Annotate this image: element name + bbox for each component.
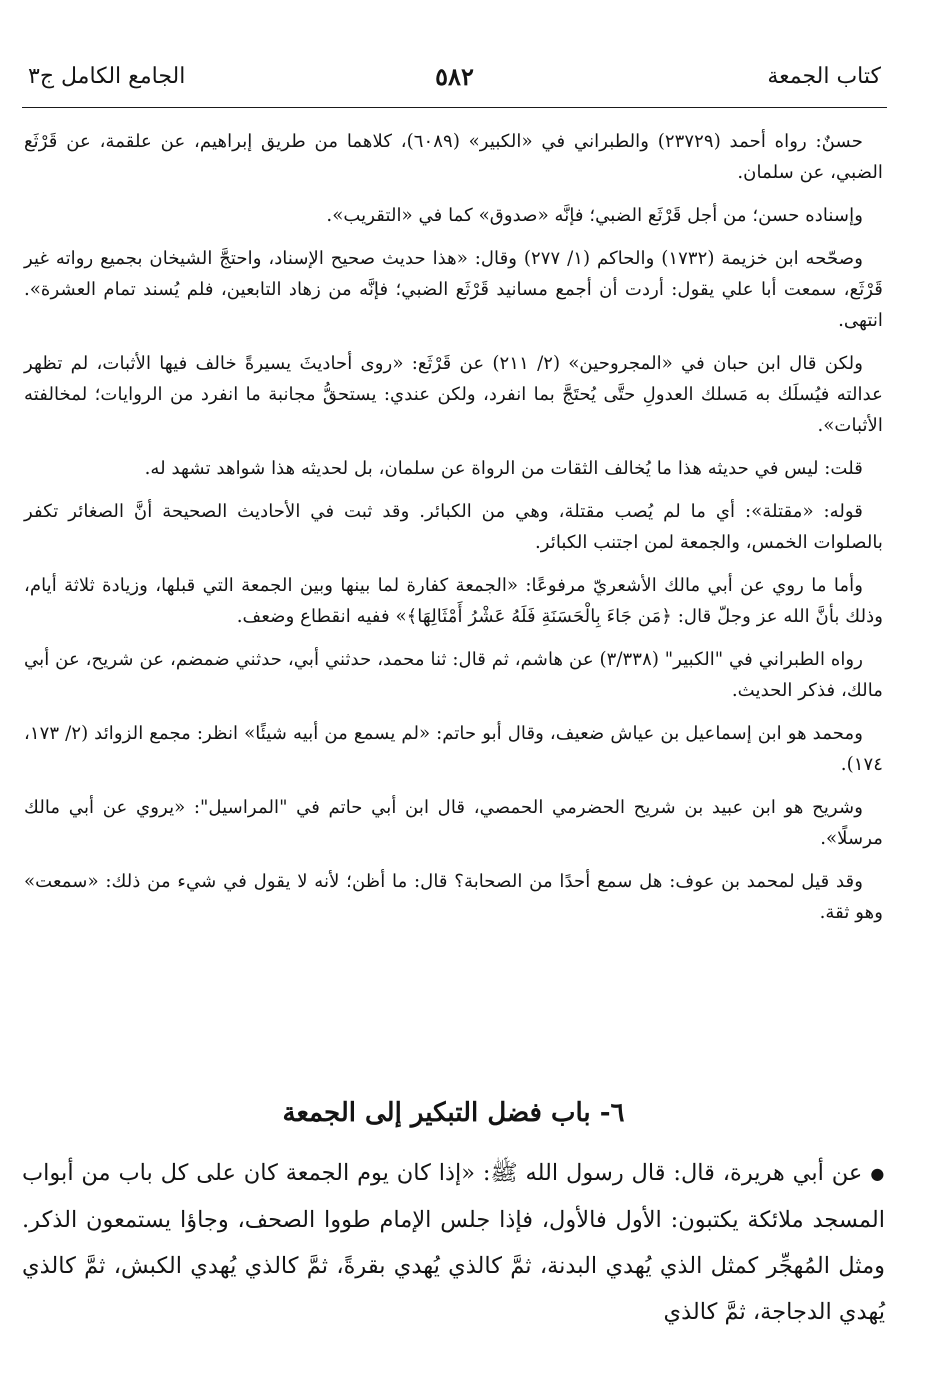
header-divider bbox=[22, 107, 887, 108]
note-paragraph: حسنٌ: رواه أحمد (٢٣٧٢٩) والطبراني في «الكبير» (٦٠٨٩)، كلاهما من طريق إبراهيم، عن علقمة، عن قَرْثَع الضبي، عن سلمان. bbox=[24, 131, 883, 183]
note-paragraph: وإسناده حسن؛ من أجل قَرْثَع الضبي؛ فإنَّه «صدوق» كما في «التقريب». bbox=[326, 205, 863, 226]
note-paragraph: وأما ما روي عن أبي مالك الأشعريّ مرفوعًا: «الجمعة كفارة لما بينها وبين الجمعة التي قبلها، وزيادة ثلاثة أيام، وذلك بأنَّ الله عز وجلّ قال: ﴿مَن جَاءَ بِالْحَسَنَةِ فَلَهُ عَشْرُ أَمْثَالِهَا﴾» ففيه انقطاع وضعف. bbox=[24, 575, 883, 627]
chapter-heading: ٦- باب فضل التبكير إلى الجمعة bbox=[282, 1098, 625, 1128]
header-book-title: الجامع الكامل ج٣ bbox=[28, 64, 186, 89]
page-number: ٥٨٢ bbox=[435, 62, 474, 91]
header-section-title: كتاب الجمعة bbox=[767, 64, 881, 89]
footnotes-section bbox=[24, 126, 883, 940]
note-paragraph: قوله: «مقتلة»: أي ما لم يُصب مقتلة، وهي من الكبائر. وقد ثبت في الأحاديث الصحيحة أنَّ الصغائر تكفر بالصلوات الخمس، والجمعة لمن اجتنب الكبائر. bbox=[24, 501, 883, 553]
bullet-icon: ● bbox=[870, 1164, 885, 1183]
note-paragraph: رواه الطبراني في "الكبير" (٣/٣٣٨) عن هاشم، ثم قال: ثنا محمد، حدثني أبي، حدثني ضمضم، عن شريح، عن أبي مالك، فذكر الحديث. bbox=[24, 649, 883, 701]
note-paragraph: قلت: ليس في حديثه هذا ما يُخالف الثقات من الرواة عن سلمان، بل لحديثه هذا شواهد تشهد له. bbox=[144, 458, 863, 479]
note-paragraph: وصحّحه ابن خزيمة (١٧٣٢) والحاكم (١/ ٢٧٧) وقال: «هذا حديث صحيح الإسناد، واحتجَّ الشيخان بجميع رواته غير قَرْثَع، سمعت أبا علي يقول: أردت أن أجمع مسانيد قَرْثَع الضبي؛ فإنَّه من زهاد التابعين، فلم يُسند تمام العشرة». انتهى. bbox=[24, 248, 883, 331]
note-paragraph: ولكن قال ابن حبان في «المجروحين» (٢/ ٢١١) عن قَرْثَع: «روى أحاديثَ يسيرةً خالف فيها الأثبات، لم تظهر عدالته فيُسلَك به مَسلك العدولِ حتَّى يُحتَجَّ بما انفرد، ولكن عندي: يستحقُّ مجانبة ما انفرد من الروايات؛ لمخالفته الأثبات». bbox=[24, 353, 883, 436]
main-text bbox=[22, 1150, 885, 1335]
hadith-text: عن أبي هريرة، قال: قال رسول الله ﷺ: «إذا كان يوم الجمعة كان على كل باب من أبواب المسجد ملائكة يكتبون: الأول فالأول، فإذا جلس الإمام طووا الصحف، وجاؤا يستمعون الذكر. ومثل المُهجِّر كمثل الذي يُهدي البدنة، ثمَّ كالذي يُهدي بقرةً، ثمَّ كالذي يُهدي الكبش، ثمَّ كالذي يُهدي الدجاجة، ثمَّ كالذي bbox=[22, 1160, 885, 1325]
note-paragraph: ومحمد هو ابن إسماعيل بن عياش ضعيف، وقال أبو حاتم: «لم يسمع من أبيه شيئًا» انظر: مجمع الزوائد (٢/ ١٧٣، ١٧٤). bbox=[24, 723, 883, 775]
note-paragraph: وقد قيل لمحمد بن عوف: هل سمع أحدًا من الصحابة؟ قال: ما أظن؛ لأنه لا يقول في شيء من ذلك: «سمعت» وهو ثقة. bbox=[24, 871, 883, 923]
note-paragraph: وشريح هو ابن عبيد بن شريح الحضرمي الحمصي، قال ابن أبي حاتم في "المراسيل": «يروي عن أبي مالك مرسلًا». bbox=[24, 797, 883, 849]
running-header bbox=[28, 58, 881, 102]
hadith-paragraph bbox=[22, 1150, 885, 1335]
